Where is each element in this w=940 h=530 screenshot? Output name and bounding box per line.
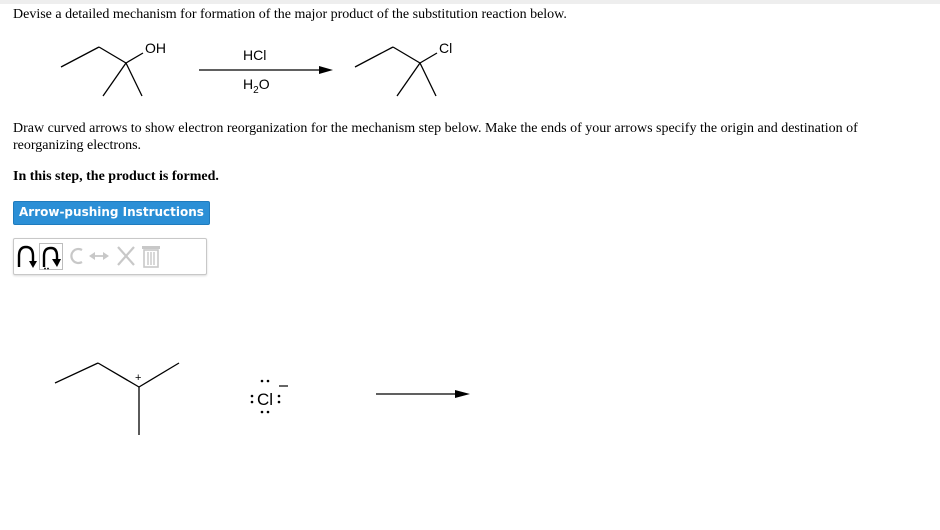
mechanism-instructions: Draw curved arrows to show electron reorganization for the mechanism step below. Make the ends of your arrows specify the origin and destination of reorganizing electrons. — [13, 121, 858, 153]
arrow-tool-palette — [13, 238, 207, 275]
step-note: In this step, the product is formed. — [13, 169, 219, 184]
chloride-ion — [251, 380, 288, 414]
reagent-hcl-label: HCl — [243, 47, 267, 63]
carbocation-molecule — [55, 363, 179, 435]
reactant-molecule — [61, 47, 143, 96]
arrow-pushing-instructions-button[interactable]: Arrow-pushing Instructions — [13, 201, 210, 225]
carbocation-charge: + — [135, 372, 142, 384]
question-prompt: Devise a detailed mechanism for formation of the major product of the substitution reaction below. — [13, 7, 567, 22]
mechanism-canvas — [0, 340, 940, 450]
clear-tool[interactable] — [114, 243, 138, 270]
product-molecule — [355, 47, 437, 96]
double-headed-curved-arrow-tool[interactable] — [16, 243, 38, 270]
reaction-arrow-head — [319, 66, 333, 74]
delete-tool[interactable] — [140, 243, 162, 270]
undo-tool[interactable] — [66, 243, 86, 270]
reactant-oh-label: OH — [145, 40, 166, 56]
chloride-symbol: Cl — [257, 390, 274, 409]
top-border — [0, 0, 940, 4]
double-headed-curved-arrow-icon — [16, 243, 38, 270]
trash-icon — [140, 243, 162, 270]
mechanism-arrow-head — [455, 390, 470, 398]
single-headed-curved-arrow-tool[interactable] — [39, 243, 63, 270]
clear-x-icon — [114, 243, 138, 270]
product-cl-label: Cl — [439, 40, 453, 56]
undo-icon — [66, 243, 86, 270]
reaction-scheme — [0, 30, 940, 105]
reagent-water-label: $H_2O$ — [243, 76, 270, 96]
resonance-arrow-icon — [87, 243, 111, 270]
resonance-arrow-tool[interactable] — [87, 243, 111, 270]
single-headed-curved-arrow-icon — [39, 243, 63, 270]
